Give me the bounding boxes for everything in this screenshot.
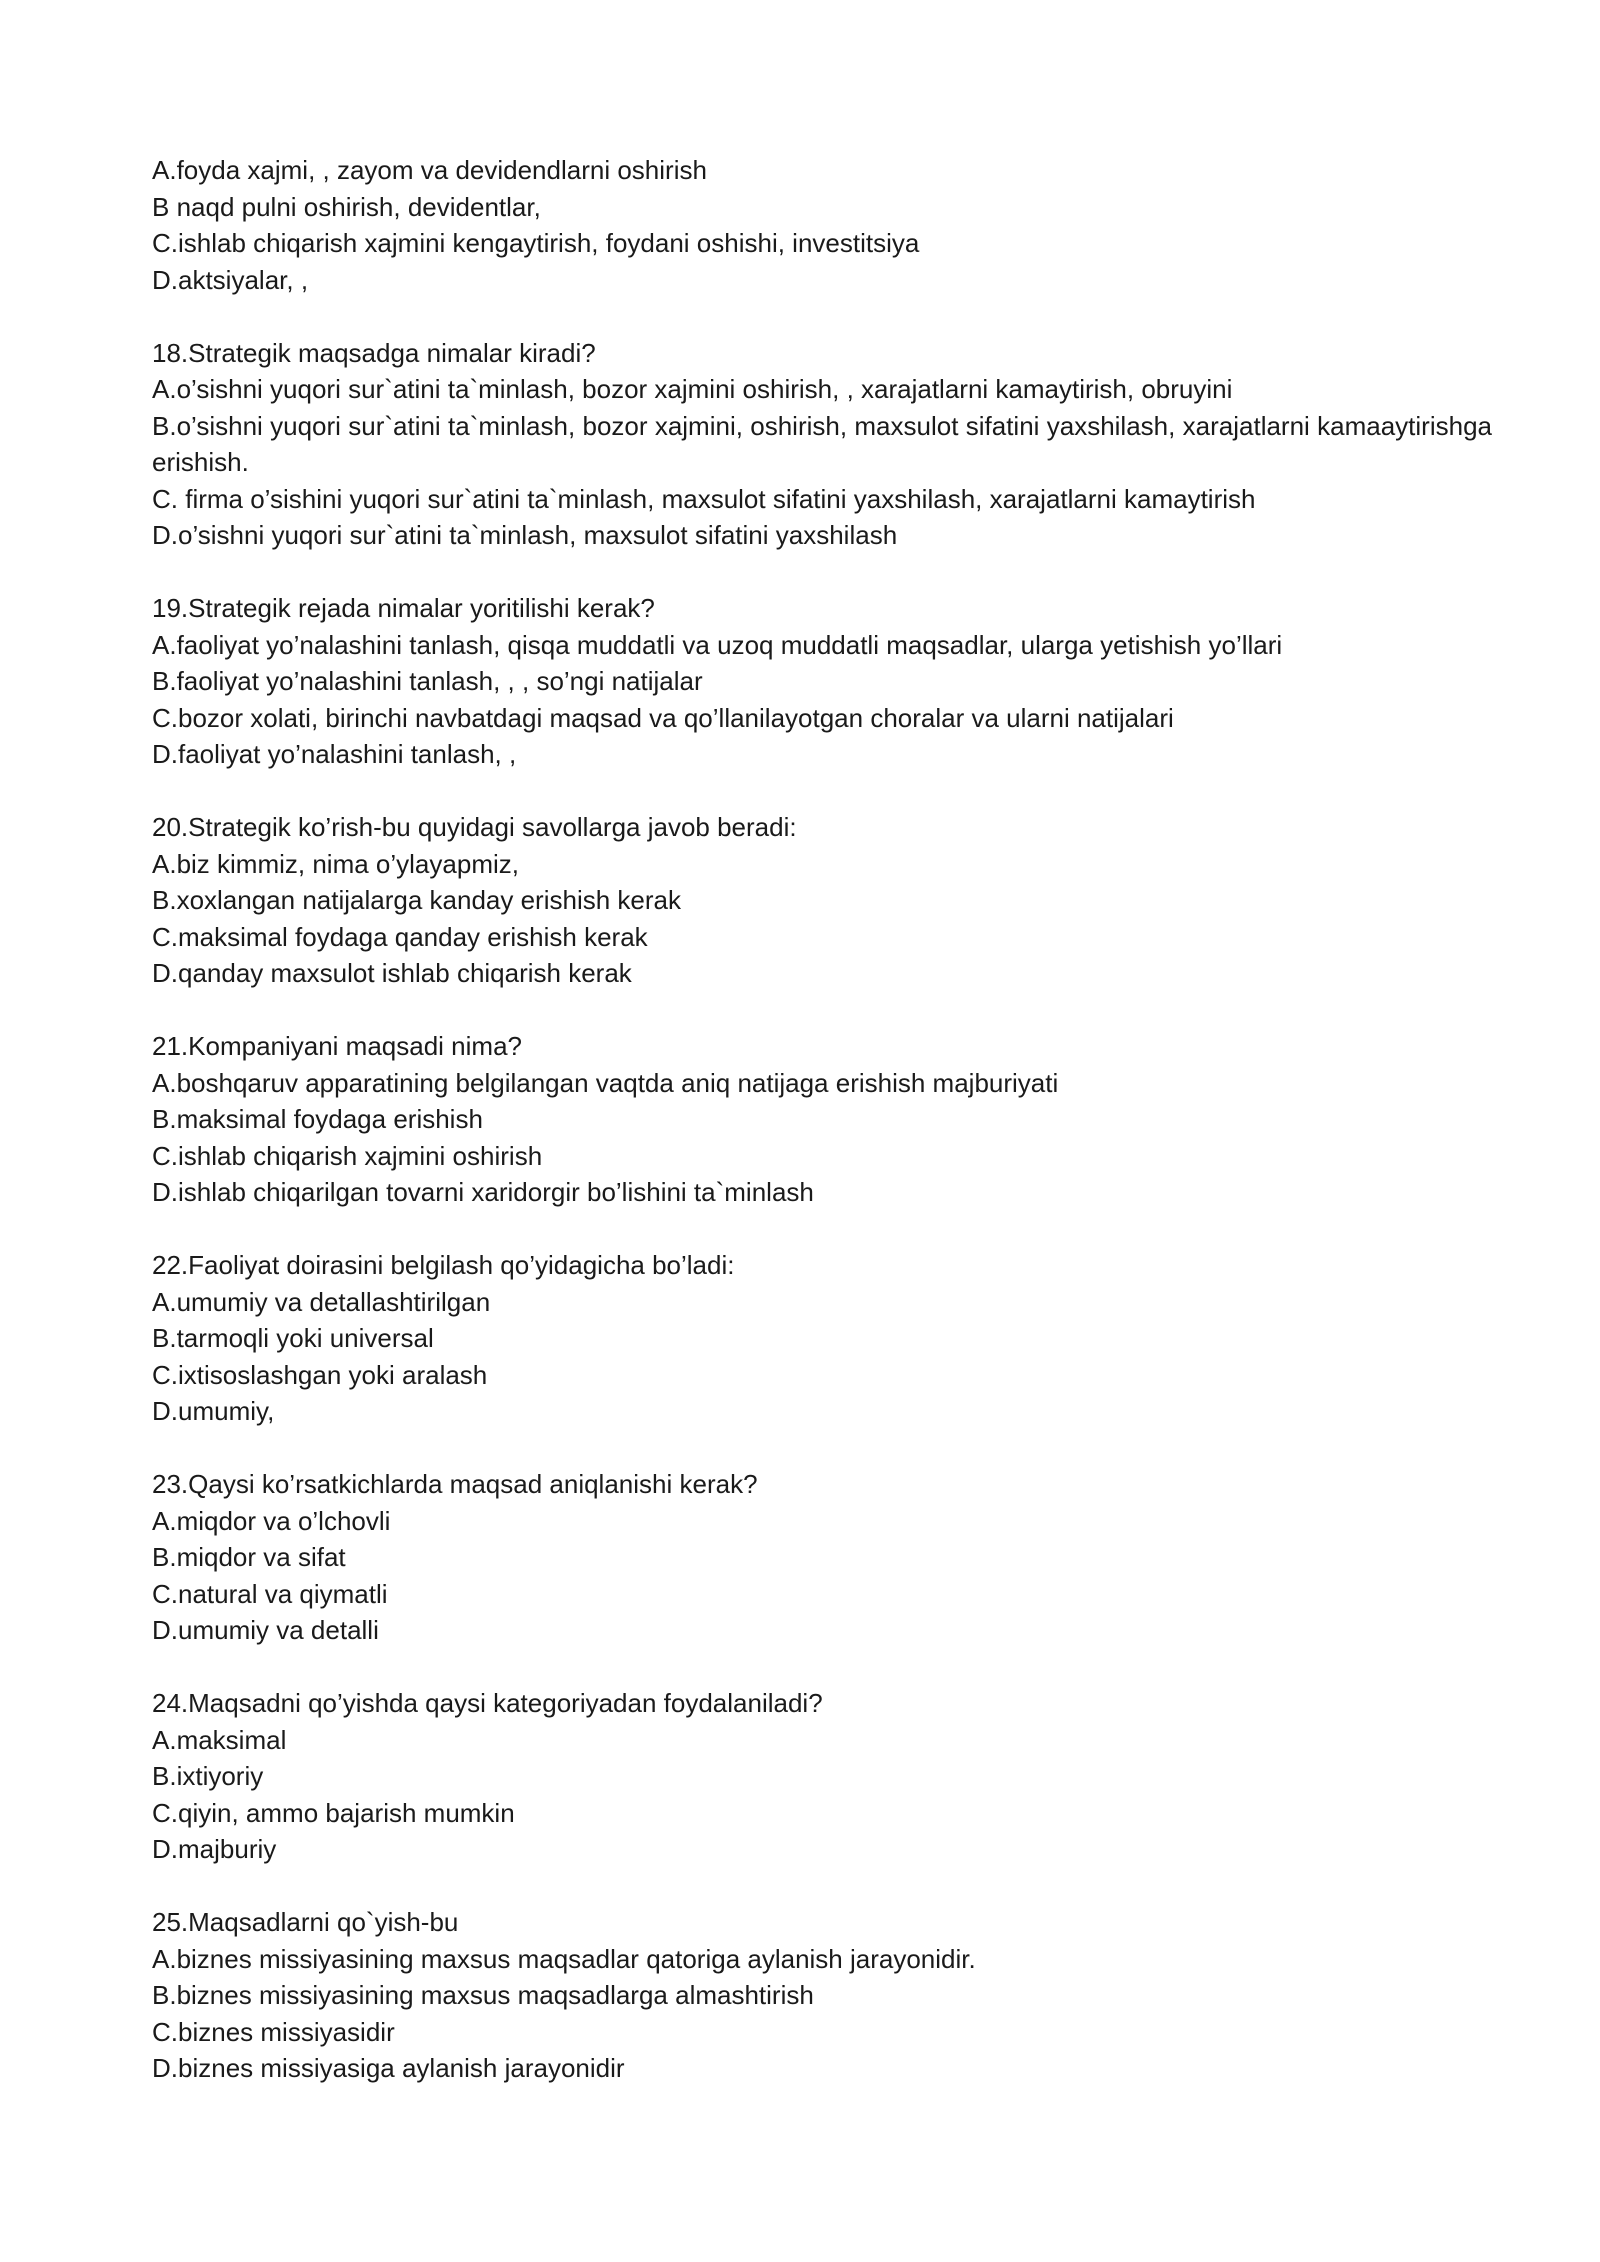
option-c: C.qiyin, ammo bajarish mumkin	[152, 1797, 515, 1828]
option-b: B.maksimal foydaga erishish	[152, 1104, 483, 1134]
option-d: D.ishlab chiqarilgan tovarni xaridorgir bo’lishini ta`minlash	[152, 1177, 814, 1207]
option-d: D.majburiy	[152, 1834, 277, 1864]
question-text: 19.Strategik rejada nimalar yoritilishi kerak?	[152, 593, 655, 623]
option-c: C.maksimal foydaga qanday erishish kerak	[152, 921, 648, 952]
option-b: B.biznes missiyasining maxsus maqsadlarga almashtirish	[152, 1980, 814, 2010]
option-a: A.foyda xajmi, , zayom va devidendlarni oshirish	[152, 155, 707, 185]
option-d: D.biznes missiyasiga aylanish jarayonidir	[152, 2053, 625, 2083]
option-c: C.biznes missiyasidir	[152, 2016, 395, 2047]
option-a: A.miqdor va o’lchovli	[152, 1505, 391, 1536]
option-b: B.o’sishni yuqori sur`atini ta`minlash, bozor xajmini, oshirish, maxsulot sifatini yaxshilash, xarajatlarni kamaaytirishga erishish.	[152, 410, 1492, 477]
option-b: B naqd pulni oshirish, devidentlar,	[152, 191, 541, 222]
spacer	[152, 1211, 1492, 1248]
spacer	[152, 1868, 1492, 1905]
option-b: B.faoliyat yo’nalashini tanlash, , , so’ngi natijalar	[152, 666, 703, 696]
option-a: A.biz kimmiz, nima o’ylayapmiz,	[152, 848, 519, 879]
option-a: A.umumiy va detallashtirilgan	[152, 1286, 491, 1317]
question-20	[152, 809, 1492, 992]
option-a: A.biznes missiyasining maxsus maqsadlar qatoriga aylanish jarayonidir.	[152, 1943, 976, 1974]
question-24	[152, 1685, 1492, 1868]
question-19	[152, 590, 1492, 773]
option-c: C.bozor xolati, birinchi navbatdagi maqsad va qo’llanilayotgan choralar va ularni natijalari	[152, 702, 1174, 733]
spacer	[152, 1649, 1492, 1686]
question-25	[152, 1904, 1492, 2087]
spacer	[152, 298, 1492, 335]
question-22	[152, 1247, 1492, 1430]
option-b: B.xoxlangan natijalarga kanday erishish kerak	[152, 885, 681, 915]
document-page	[152, 152, 1492, 2087]
question-text: 25.Maqsadlarni qo`yish-bu	[152, 1907, 459, 1937]
option-c: C.ishlab chiqarish xajmini oshirish	[152, 1140, 543, 1171]
option-d: D.o’sishni yuqori sur`atini ta`minlash, maxsulot sifatini yaxshilash	[152, 520, 898, 550]
question-text: 21.Kompaniyani maqsadi nima?	[152, 1031, 522, 1061]
option-b: B.tarmoqli yoki universal	[152, 1323, 434, 1353]
question-18	[152, 335, 1492, 554]
option-d: D.umumiy,	[152, 1396, 275, 1426]
option-a: A.o’sishni yuqori sur`atini ta`minlash, bozor xajmini oshirish, , xarajatlarni kamaytirish, obruyini	[152, 374, 1233, 404]
spacer	[152, 992, 1492, 1029]
option-c: C.ixtisoslashgan yoki aralash	[152, 1359, 488, 1390]
spacer	[152, 773, 1492, 810]
question-text: 23.Qaysi ko’rsatkichlarda maqsad aniqlanishi kerak?	[152, 1469, 758, 1499]
option-d: D.aktsiyalar, ,	[152, 264, 309, 295]
question-text: 18.Strategik maqsadga nimalar kiradi?	[152, 337, 596, 368]
option-c: C.natural va qiymatli	[152, 1578, 388, 1609]
option-d: D.qanday maxsulot ishlab chiqarish kerak	[152, 958, 632, 988]
question-text: 24.Maqsadni qo’yishda qaysi kategoriyadan foydalaniladi?	[152, 1688, 823, 1718]
option-a: A.boshqaruv apparatining belgilangan vaqtda aniq natijaga erishish majburiyati	[152, 1067, 1059, 1098]
question-21	[152, 1028, 1492, 1211]
option-d: D.umumiy va detalli	[152, 1615, 379, 1645]
option-d: D.faoliyat yo’nalashini tanlash, ,	[152, 739, 517, 769]
option-b: B.ixtiyoriy	[152, 1761, 264, 1791]
option-c: C.ishlab chiqarish xajmini kengaytirish, foydani oshishi, investitsiya	[152, 228, 920, 258]
question-23	[152, 1466, 1492, 1649]
intro-options-block	[152, 152, 1492, 298]
option-c: C. firma o’sishini yuqori sur`atini ta`minlash, maxsulot sifatini yaxshilash, xarajatlarni kamaytirish	[152, 483, 1256, 514]
option-a: A.faoliyat yo’nalashini tanlash, qisqa muddatli va uzoq muddatli maqsadlar, ularga yetishish yo’llari	[152, 629, 1283, 660]
question-text: 20.Strategik ko’rish-bu quyidagi savollarga javob beradi:	[152, 812, 797, 842]
spacer	[152, 1430, 1492, 1467]
spacer	[152, 554, 1492, 591]
question-text: 22.Faoliyat doirasini belgilash qo’yidagicha bo’ladi:	[152, 1250, 735, 1280]
option-b: B.miqdor va sifat	[152, 1542, 346, 1572]
option-a: A.maksimal	[152, 1724, 287, 1755]
